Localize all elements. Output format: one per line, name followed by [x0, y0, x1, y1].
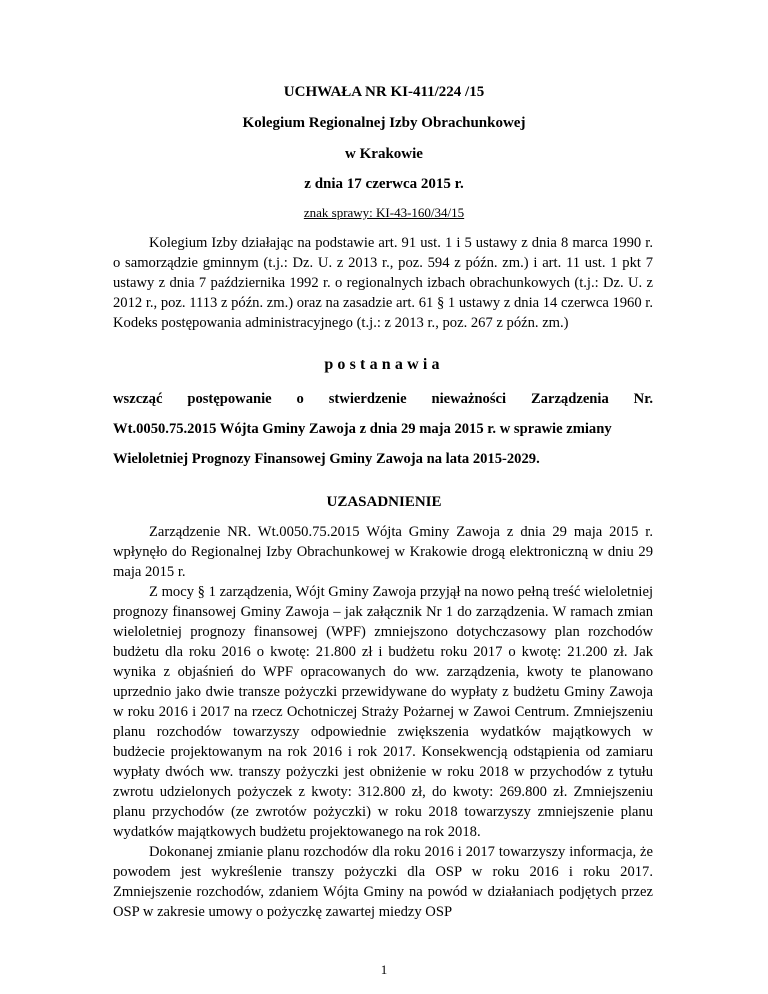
decision-heading: postanawia: [324, 356, 444, 373]
justification-paragraph: Zarządzenie NR. Wt.0050.75.2015 Wójta Gminy Zawoja z dnia 29 maja 2015 r. wpłynęło do Regionalnej Izby Obrachunkowej w Krakowie drogą elektroniczną w dniu 29 maja 2015 r.: [113, 524, 653, 580]
decision-line-1: wszcząć postępowanie o stwierdzenie nieważności Zarządzenia Nr.: [113, 391, 653, 407]
issuer-city: w Krakowie: [345, 146, 423, 162]
justification-paragraph: Dokonanej zmianie planu rozchodów dla roku 2016 i 2017 towarzyszy informacja, że powodem jest wykreślenie transzy pożyczki dla OSP w roku 2016 i roku 2017. Zmniejszenie rozchodów, zdaniem Wójta Gminy na powód w działaniach podjętych przez OSP w zakresie umowy o pożyczkę zawartej miedzy OSP: [113, 844, 653, 920]
issuer-name: Kolegium Regionalnej Izby Obrachunkowej: [242, 115, 526, 131]
decision-line-2: Wt.0050.75.2015 Wójta Gminy Zawoja z dnia 29 maja 2015 r. w sprawie zmiany: [113, 421, 612, 437]
justification-heading: UZASADNIENIE: [326, 494, 442, 510]
resolution-date: z dnia 17 czerwca 2015 r.: [304, 176, 464, 192]
decision-line-3: Wieloletniej Prognozy Finansowej Gminy Zawoja na lata 2015-2029.: [113, 451, 540, 467]
case-reference: znak sprawy: KI-43-160/34/15: [303, 205, 465, 220]
decision-block: [113, 389, 653, 469]
preamble-text: Kolegium Izby działając na podstawie art. 91 ust. 1 i 5 ustawy z dnia 8 marca 1990 r. o samorządzie gminnym (t.j.: Dz. U. z 2013 r., poz. 594 z późn. zm.) i art. 11 ust. 1 pkt 7 ustawy z dnia 7 października 1992 r. o regionalnych izbach obrachunkowych (t.j.: Dz. U. z 2012 r., poz. 1113 z późn. zm.) oraz na zasadzie art. 61 § 1 ustawy z dnia 14 czerwca 1960 r. Kodeks postępowania administracyjnego (t.j.: z 2013 r., poz. 267 z późn. zm.): [113, 235, 653, 331]
preamble-paragraph: [113, 233, 653, 333]
justification-body: [113, 522, 653, 922]
resolution-title: UCHWAŁA NR KI-411/224 /15: [283, 84, 485, 100]
page-number: 1: [380, 962, 388, 977]
justification-paragraph: Z mocy § 1 zarządzenia, Wójt Gminy Zawoja przyjął na nowo pełną treść wieloletniej prognozy finansowej Gminy Zawoja – jak załącznik Nr 1 do zarządzenia. W ramach zmian wieloletniej prognozy finansowej (WPF) zmniejszono dotychczasowy plan rozchodów budżetu dla roku 2016 o kwotę: 21.800 zł i budżetu roku 2017 o kwotę: 21.200 zł. Jak wynika z objaśnień do WPF opracowanych do ww. zarządzenia, kwoty te planowano uprzednio jako dwie transze pożyczki przewidywane do wypłaty z budżetu Gminy Zawoja w roku 2016 i 2017 na rzecz Ochotniczej Straży Pożarnej w Zawoi Centrum. Zmniejszeniu planu rozchodów towarzyszy odpowiednie zwiększenia wydatków majątkowych w budżecie projektowanym na rok 2016 i rok 2017. Konsekwencją odstąpienia od zamiaru wypłaty dwóch ww. transzy pożyczki jest obniżenie w roku 2018 w przychodów z tytułu zwrotu udzielonych pożyczek z kwoty: 312.800 zł, do kwoty: 269.800 zł. Zmniejszeniu planu przychodów (ze zwrotów pożyczki) w roku 2018 towarzyszy zmniejszenie planu wydatków majątkowych budżetu projektowanego na rok 2018.: [113, 584, 653, 840]
